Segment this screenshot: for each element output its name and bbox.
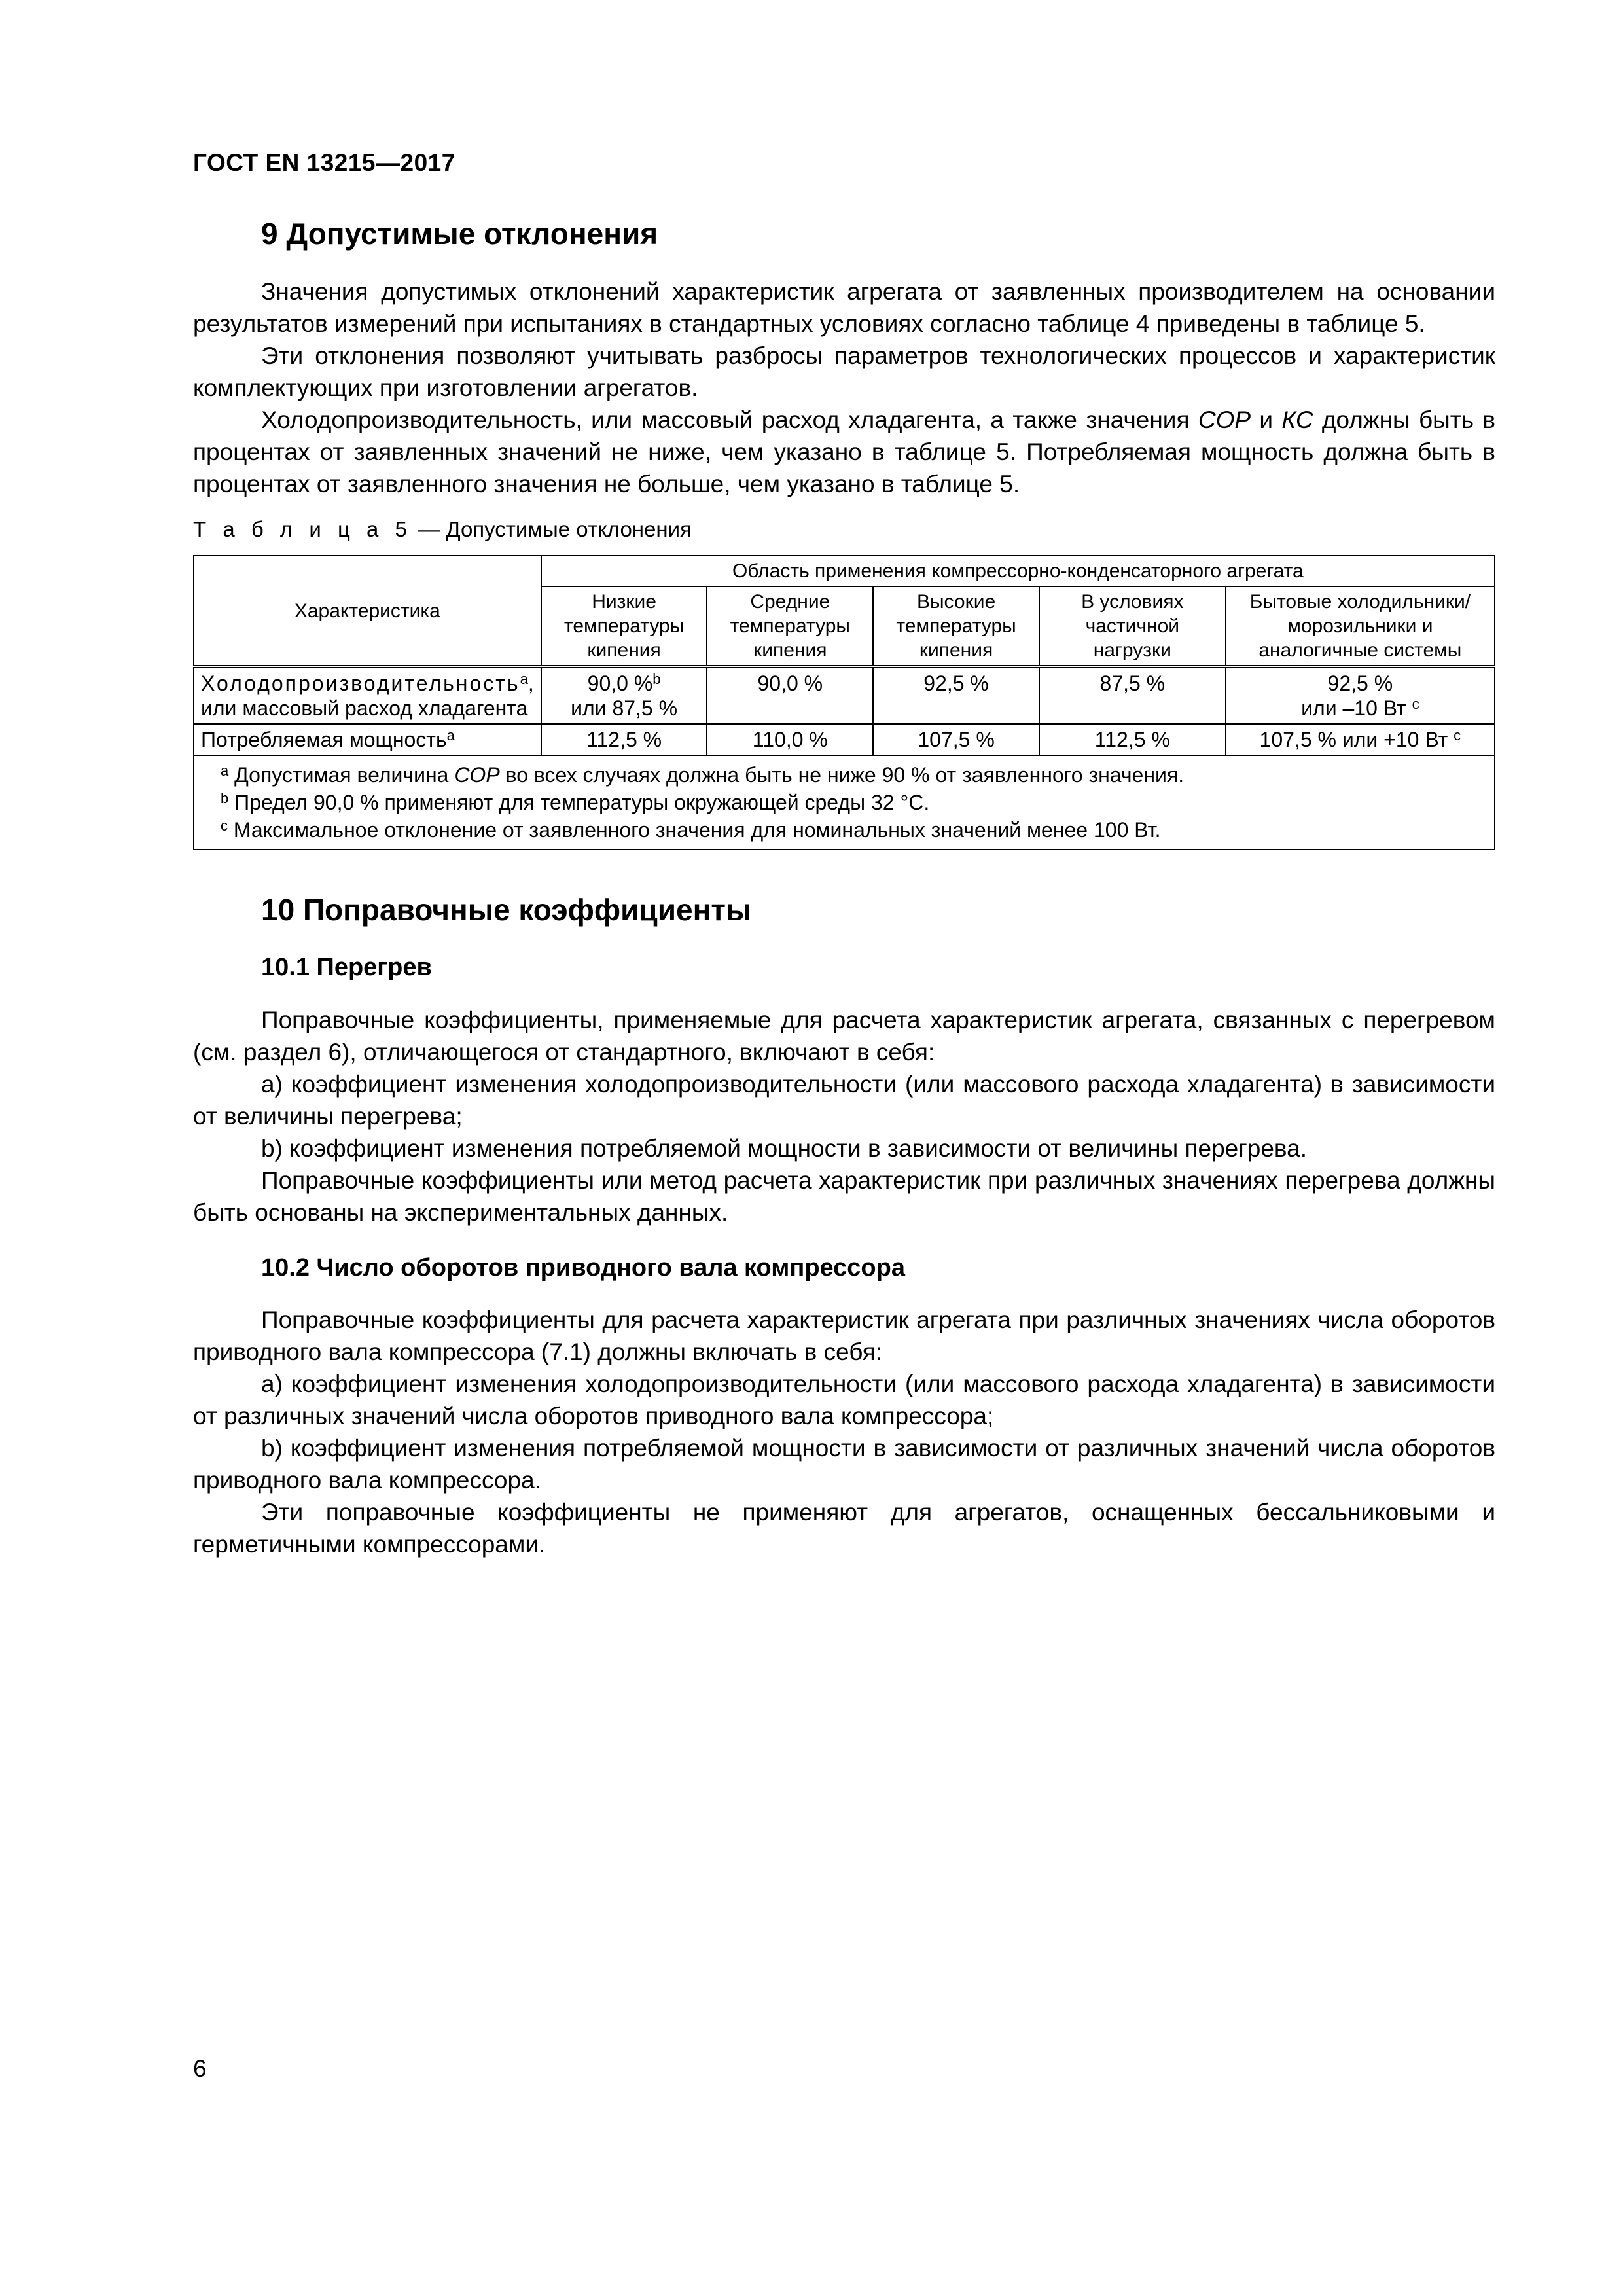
cell-power-partial: 112,5 % [1039,724,1226,755]
col-header-high-temp: Высокие температуры кипения [873,586,1039,667]
section-9-paragraph-2: Эти отклонения позволяют учитывать разбросы параметров технологических процессов и характеристик комплектующих при изготовлении агрегатов. [193,342,1495,402]
subsection-10-2-item-b: b) коэффициент изменения потребляемой мощности в зависимости от различных значений числа оборотов приводного вала компрессора. [193,1435,1495,1494]
footnote-a: $^a$ Допустимая величина COP во всех случаях должна быть не ниже 90 % от заявленного значения. [221,762,1185,787]
col-header-household: Бытовые холодильники/ морозильники и аналогичные системы [1226,586,1495,667]
footnote-b: $^b$ Предел 90,0 % применяют для температуры окружающей среды 32 °C. [221,790,930,815]
cell-power-high: 107,5 % [873,724,1039,755]
cell-capacity-low: 90,0 %$^b$ или 87,5 % [541,667,707,725]
cell-capacity-household: 92,5 % или –10 Вт $^c$ [1226,667,1495,725]
cell-capacity-medium: 90,0 % [707,667,873,725]
table-notes [194,755,1495,850]
col-header-characteristic: Характеристика [194,556,541,667]
subsection-10-2-paragraph-2: Эти поправочные коэффициенты не применяют для агрегатов, оснащенных бессальниковыми и герметичными компрессорами. [193,1499,1495,1558]
cell-power-household: 107,5 % или +10 Вт $^c$ [1226,724,1495,755]
col-header-low-temp: Низкие температуры кипения [541,586,707,667]
subsection-10-2-item-a: a) коэффициент изменения холодопроизводительности (или массового расхода хладагента) в зависимости от различных значений числа оборотов приводного вала компрессора; [193,1371,1495,1430]
cell-power-low: 112,5 % [541,724,707,755]
section-9-title: 9 Допустимые отклонения [261,217,658,251]
subsection-10-1-item-b: b) коэффициент изменения потребляемой мощности в зависимости от величины перегрева. [261,1134,1307,1162]
subsection-10-2-paragraph-1: Поправочные коэффициенты для расчета характеристик агрегата при различных значениях числа оборотов приводного вала компрессора (7.1) должны включать в себя: [193,1306,1495,1366]
footnote-c: $^c$ Максимальное отклонение от заявленного значения для номинальных значений менее 100 Вт. [221,817,1161,842]
cell-capacity-partial: 87,5 % [1039,667,1226,725]
cell-power-medium: 110,0 % [707,724,873,755]
table-row [194,724,1495,755]
subsection-10-2-title: 10.2 Число оборотов приводного вала компрессора [261,1253,905,1282]
col-header-partial-load: В условиях частичной нагрузки [1039,586,1226,667]
cell-capacity-high: 92,5 % [873,667,1039,725]
section-10-title: 10 Поправочные коэффициенты [261,893,752,927]
tolerances-table [193,555,1495,850]
col-header-medium-temp: Средние температуры кипения [707,586,873,667]
section-10 [193,892,1495,1560]
page-content [193,216,1495,1560]
row-label-capacity: Холодопроизводительность$^a$, или массовый расход хладагента [194,667,541,725]
row-label-power: Потребляемая мощность$^a$ [194,724,541,755]
table-row [194,667,1495,725]
page-number: 6 [193,2055,207,2082]
section-9-paragraph-1: Значения допустимых отклонений характеристик агрегата от заявленных производителем на основании результатов измерений при испытаниях в стандартных условиях согласно таблице 4 приведены в таблице 5. [193,278,1495,338]
subsection-10-1-title: 10.1 Перегрев [261,954,432,982]
subsection-10-1-paragraph-1: Поправочные коэффициенты, применяемые для расчета характеристик агрегата, связанных с перегревом (см. раздел 6), отличающегося от стандартного, включают в себя: [193,1006,1495,1066]
document-id: ГОСТ EN 13215—2017 [193,149,455,176]
section-9-paragraph-3: Холодопроизводительность, или массовый расход хладагента, а также значения COP и КС должны быть в процентах от заявленных значений не ниже, чем указано в таблице 5. Потребляемая мощность должна быть в процентах от заявленного значения не больше, чем указано в таблице 5. [193,406,1495,498]
subsection-10-1-item-a: a) коэффициент изменения холодопроизводительности (или массового расхода хладагента) в зависимости от величины перегрева; [193,1070,1495,1130]
subsection-10-1-paragraph-2: Поправочные коэффициенты или метод расчета характеристик при различных значениях перегрева должны быть основаны на экспериментальных данных. [193,1166,1495,1226]
col-header-group: Область применения компрессорно-конденсаторного агрегата [541,556,1495,586]
table-caption: Т а б л и ц а 5 — Допустимые отклонения [193,517,692,542]
